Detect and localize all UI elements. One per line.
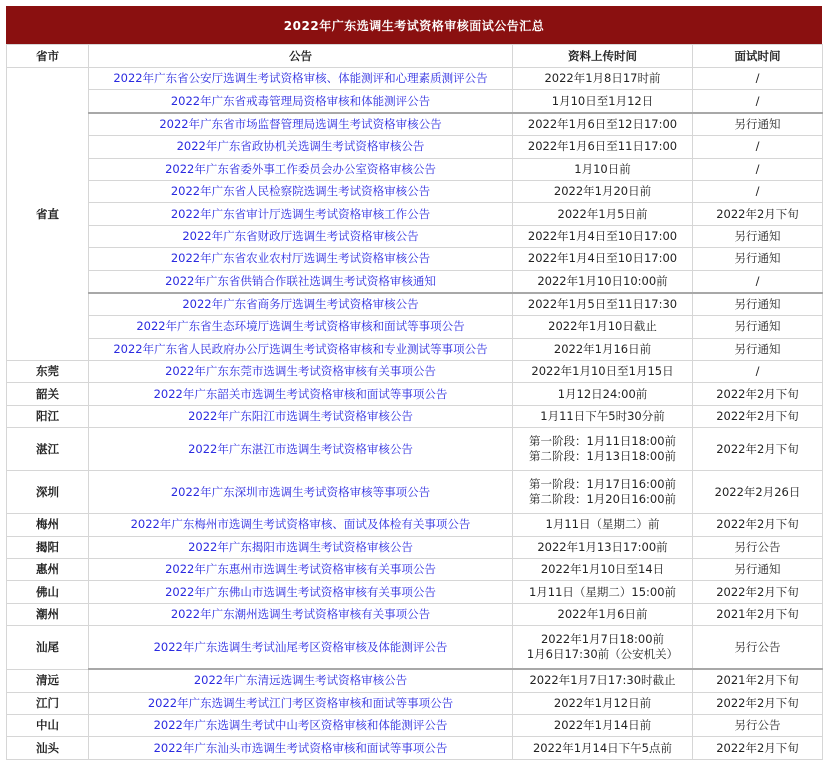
upload-time-cell xyxy=(513,90,693,113)
notice-link[interactable]: 2022年广东选调生考试汕尾考区资格审核及体能测评公告 xyxy=(153,639,448,654)
city-cell: 江门 xyxy=(7,692,89,714)
header-upload-time: 资料上传时间 xyxy=(513,45,693,68)
interview-time-cell: / xyxy=(693,270,823,293)
notice-cell xyxy=(89,113,513,136)
header-notice: 公告 xyxy=(89,45,513,68)
notice-cell xyxy=(89,626,513,670)
notice-link[interactable]: 2022年广东省财政厅选调生考试资格审核公告 xyxy=(182,228,419,243)
upload-time-cell xyxy=(513,248,693,270)
upload-time-cell xyxy=(513,180,693,202)
interview-time-cell: 另行通知 xyxy=(693,248,823,270)
upload-time-cell xyxy=(513,316,693,338)
table-row xyxy=(7,68,823,90)
notice-link[interactable]: 2022年广东梅州市选调生考试资格审核、面试及体检有关事项公告 xyxy=(130,517,471,532)
upload-time-text: 2022年1月4日至10日17:00 xyxy=(527,251,678,266)
notice-cell xyxy=(89,225,513,247)
upload-time-cell xyxy=(513,714,693,736)
interview-time-cell: 另行通知 xyxy=(693,316,823,338)
notice-link[interactable]: 2022年广东揭阳市选调生考试资格审核公告 xyxy=(188,539,413,554)
notice-link[interactable]: 2022年广东清远选调生考试资格审核公告 xyxy=(193,673,408,688)
notice-cell xyxy=(89,361,513,383)
upload-time-cell xyxy=(513,361,693,383)
table-row xyxy=(7,293,823,316)
upload-time-cell xyxy=(513,113,693,136)
city-cell: 梅州 xyxy=(7,514,89,536)
table-row xyxy=(7,581,823,603)
notice-link[interactable]: 2022年广东省政协机关选调生考试资格审核公告 xyxy=(176,139,425,154)
upload-time-cell xyxy=(513,514,693,536)
interview-time-cell: / xyxy=(693,136,823,158)
notice-link[interactable]: 2022年广东选调生考试中山考区资格审核和体能测评公告 xyxy=(153,718,448,733)
upload-time-cell xyxy=(513,136,693,158)
table-row xyxy=(7,158,823,180)
interview-time-cell: 另行通知 xyxy=(693,113,823,136)
interview-time-cell: 另行公告 xyxy=(693,714,823,736)
notice-link[interactable]: 2022年广东省公安厅选调生考试资格审核、体能测评和心理素质测评公告 xyxy=(113,71,488,86)
upload-time-text: 第二阶段：1月20日16:00前 xyxy=(528,492,677,507)
notice-cell xyxy=(89,90,513,113)
city-cell: 惠州 xyxy=(7,559,89,581)
interview-time-cell: 2022年2月下旬 xyxy=(693,383,823,405)
notice-link[interactable]: 2022年广东阳江市选调生考试资格审核公告 xyxy=(188,409,413,424)
notice-link[interactable]: 2022年广东省人民检察院选调生考试资格审核公告 xyxy=(170,184,431,199)
upload-time-cell xyxy=(513,692,693,714)
table-row xyxy=(7,338,823,360)
notice-cell xyxy=(89,68,513,90)
upload-time-cell xyxy=(513,669,693,692)
city-cell: 湛江 xyxy=(7,428,89,471)
notice-cell xyxy=(89,514,513,536)
city-cell: 东莞 xyxy=(7,361,89,383)
table-row xyxy=(7,316,823,338)
notice-link[interactable]: 2022年广东潮州选调生考试资格审核有关事项公告 xyxy=(170,607,431,621)
city-cell: 深圳 xyxy=(7,471,89,514)
upload-time-cell xyxy=(513,270,693,293)
table-row xyxy=(7,90,823,113)
upload-time-cell xyxy=(513,626,693,670)
table-row xyxy=(7,559,823,581)
table-row xyxy=(7,405,823,427)
city-cell: 省直 xyxy=(7,68,89,361)
upload-time-text: 2022年1月5日至11日17:30 xyxy=(527,297,678,312)
table-row xyxy=(7,180,823,202)
notice-link[interactable]: 2022年广东省委外事工作委员会办公室资格审核公告 xyxy=(165,161,436,176)
upload-time-cell xyxy=(513,405,693,427)
upload-time-text: 2022年1月7日17:30时截止 xyxy=(529,673,676,688)
city-cell: 揭阳 xyxy=(7,536,89,558)
upload-time-text: 第一阶段：1月11日18:00前 xyxy=(528,434,677,449)
upload-time-text: 2022年1月10日10:00前 xyxy=(537,273,668,288)
city-cell: 阳江 xyxy=(7,405,89,427)
upload-time-text: 2022年1月8日17时前 xyxy=(544,71,661,86)
notice-link[interactable]: 2022年广东汕头市选调生考试资格审核和面试等事项公告 xyxy=(153,740,448,755)
notice-cell xyxy=(89,471,513,514)
upload-time-text: 2022年1月14日前 xyxy=(553,718,652,733)
interview-time-cell: / xyxy=(693,158,823,180)
interview-time-cell: 2021年2月下旬 xyxy=(693,603,823,625)
notice-cell xyxy=(89,383,513,405)
notice-summary xyxy=(6,6,822,760)
notice-link[interactable]: 2022年广东省市场监督管理局选调生考试资格审核公告 xyxy=(159,116,442,131)
interview-time-cell: 2022年2月下旬 xyxy=(693,692,823,714)
upload-time-cell xyxy=(513,559,693,581)
table-row xyxy=(7,383,823,405)
notice-cell xyxy=(89,338,513,360)
interview-time-cell: 2022年2月下旬 xyxy=(693,203,823,225)
notice-link[interactable]: 2022年广东深圳市选调生考试资格审核等事项公告 xyxy=(170,484,431,499)
interview-time-cell: 另行通知 xyxy=(693,559,823,581)
upload-time-cell xyxy=(513,68,693,90)
upload-time-text: 1月6日17:30前（公安机关） xyxy=(526,647,679,662)
notice-cell xyxy=(89,669,513,692)
upload-time-cell xyxy=(513,737,693,759)
upload-time-cell xyxy=(513,428,693,471)
city-cell: 汕尾 xyxy=(7,626,89,670)
table-row xyxy=(7,361,823,383)
notice-link[interactable]: 2022年广东省供销合作联社选调生考试资格审核通知 xyxy=(165,273,436,288)
interview-time-cell: 2022年2月下旬 xyxy=(693,581,823,603)
notice-link[interactable]: 2022年广东省戒毒管理局资格审核和体能测评公告 xyxy=(170,93,431,108)
city-cell: 潮州 xyxy=(7,603,89,625)
interview-time-cell: 另行公告 xyxy=(693,536,823,558)
upload-time-text: 1月10日前 xyxy=(574,161,631,176)
interview-time-cell: / xyxy=(693,90,823,113)
upload-time-text: 第一阶段：1月17日16:00前 xyxy=(528,477,677,492)
notice-cell xyxy=(89,293,513,316)
upload-time-text: 2022年1月7日18:00前 xyxy=(540,632,665,647)
notice-table xyxy=(6,44,823,760)
notice-link[interactable]: 2022年广东东莞市选调生考试资格审核有关事项公告 xyxy=(165,364,436,379)
notice-cell xyxy=(89,536,513,558)
table-row xyxy=(7,669,823,692)
table-row xyxy=(7,471,823,514)
city-cell: 佛山 xyxy=(7,581,89,603)
notice-cell xyxy=(89,180,513,202)
interview-time-cell: 另行通知 xyxy=(693,338,823,360)
upload-time-cell xyxy=(513,603,693,625)
upload-time-text: 2022年1月6日至11日17:00 xyxy=(527,139,678,154)
notice-link[interactable]: 2022年广东韶关市选调生考试资格审核和面试等事项公告 xyxy=(153,386,448,401)
interview-time-cell: 2021年2月下旬 xyxy=(693,669,823,692)
upload-time-text: 2022年1月4日至10日17:00 xyxy=(527,228,678,243)
table-body xyxy=(7,68,823,760)
upload-time-cell xyxy=(513,293,693,316)
notice-cell xyxy=(89,603,513,625)
city-cell: 中山 xyxy=(7,714,89,736)
city-cell: 汕头 xyxy=(7,737,89,759)
upload-time-cell xyxy=(513,225,693,247)
table-row xyxy=(7,626,823,670)
table-row xyxy=(7,514,823,536)
notice-cell xyxy=(89,428,513,471)
upload-time-cell xyxy=(513,338,693,360)
interview-time-cell: 另行公告 xyxy=(693,626,823,670)
interview-time-cell: 另行通知 xyxy=(693,225,823,247)
upload-time-text: 第二阶段：1月13日18:00前 xyxy=(528,449,677,464)
table-row xyxy=(7,248,823,270)
upload-time-text: 2022年1月10日至1月15日 xyxy=(531,364,674,379)
table-row xyxy=(7,603,823,625)
upload-time-cell xyxy=(513,536,693,558)
city-cell: 清远 xyxy=(7,669,89,692)
city-cell: 韶关 xyxy=(7,383,89,405)
interview-time-cell: 2022年2月下旬 xyxy=(693,428,823,471)
table-row xyxy=(7,428,823,471)
interview-time-cell: 2022年2月下旬 xyxy=(693,405,823,427)
notice-cell xyxy=(89,270,513,293)
interview-time-cell: / xyxy=(693,68,823,90)
upload-time-text: 2022年1月14日下午5点前 xyxy=(532,740,673,755)
upload-time-cell xyxy=(513,383,693,405)
notice-cell xyxy=(89,714,513,736)
table-row xyxy=(7,692,823,714)
upload-time-cell xyxy=(513,158,693,180)
upload-time-text: 2022年1月16日前 xyxy=(553,341,652,356)
notice-link[interactable]: 2022年广东省商务厅选调生考试资格审核公告 xyxy=(182,297,419,312)
notice-link[interactable]: 2022年广东省审计厅选调生考试资格审核工作公告 xyxy=(170,206,431,221)
upload-time-cell xyxy=(513,581,693,603)
header-interview-time: 面试时间 xyxy=(693,45,823,68)
upload-time-text: 2022年1月6日至12日17:00 xyxy=(527,116,678,131)
table-row xyxy=(7,714,823,736)
table-row xyxy=(7,136,823,158)
table-row xyxy=(7,203,823,225)
upload-time-text: 1月11日下午5时30分前 xyxy=(540,409,665,424)
interview-time-cell: 2022年2月下旬 xyxy=(693,514,823,536)
upload-time-text: 2022年1月5日前 xyxy=(557,206,648,221)
table-row xyxy=(7,225,823,247)
upload-time-text: 2022年1月13日17:00前 xyxy=(537,539,668,554)
notice-link[interactable]: 2022年广东佛山市选调生考试资格审核有关事项公告 xyxy=(165,584,436,599)
upload-time-text: 2022年1月20日前 xyxy=(553,184,652,199)
upload-time-text: 2022年1月10日截止 xyxy=(548,319,657,334)
table-row xyxy=(7,270,823,293)
table-row xyxy=(7,113,823,136)
notice-cell xyxy=(89,581,513,603)
notice-cell xyxy=(89,248,513,270)
table-row xyxy=(7,737,823,759)
notice-link[interactable]: 2022年广东省农业农村厅选调生考试资格审核公告 xyxy=(170,251,431,266)
notice-cell xyxy=(89,405,513,427)
interview-time-cell: 2022年2月26日 xyxy=(693,471,823,514)
notice-cell xyxy=(89,158,513,180)
upload-time-cell xyxy=(513,471,693,514)
interview-time-cell: 2022年2月下旬 xyxy=(693,737,823,759)
upload-time-text: 1月11日（星期二）15:00前 xyxy=(528,584,677,599)
notice-link[interactable]: 2022年广东选调生考试江门考区资格审核和面试等事项公告 xyxy=(147,695,454,710)
notice-cell xyxy=(89,559,513,581)
upload-time-text: 2022年1月6日前 xyxy=(557,607,648,621)
upload-time-cell xyxy=(513,203,693,225)
notice-cell xyxy=(89,136,513,158)
interview-time-cell: / xyxy=(693,180,823,202)
notice-link[interactable]: 2022年广东湛江市选调生考试资格审核公告 xyxy=(188,441,413,456)
page-title: 2022年广东选调生考试资格审核面试公告汇总 xyxy=(6,6,822,44)
interview-time-cell: 另行通知 xyxy=(693,293,823,316)
table-header-row xyxy=(7,45,823,68)
upload-time-text: 2022年1月12日前 xyxy=(553,695,652,710)
upload-time-text: 1月10日至1月12日 xyxy=(551,93,654,108)
interview-time-cell: / xyxy=(693,361,823,383)
notice-cell xyxy=(89,692,513,714)
upload-time-text: 1月12日24:00前 xyxy=(557,386,648,401)
header-city: 省市 xyxy=(7,45,89,68)
upload-time-text: 1月11日（星期二）前 xyxy=(545,517,660,532)
upload-time-text: 2022年1月10日至14日 xyxy=(540,562,665,577)
notice-link[interactable]: 2022年广东惠州市选调生考试资格审核有关事项公告 xyxy=(165,562,436,577)
notice-cell xyxy=(89,203,513,225)
table-row xyxy=(7,536,823,558)
notice-cell xyxy=(89,316,513,338)
notice-link[interactable]: 2022年广东省人民政府办公厅选调生考试资格审核和专业测试等事项公告 xyxy=(113,341,488,356)
notice-cell xyxy=(89,737,513,759)
notice-link[interactable]: 2022年广东省生态环境厅选调生考试资格审核和面试等事项公告 xyxy=(136,319,465,334)
